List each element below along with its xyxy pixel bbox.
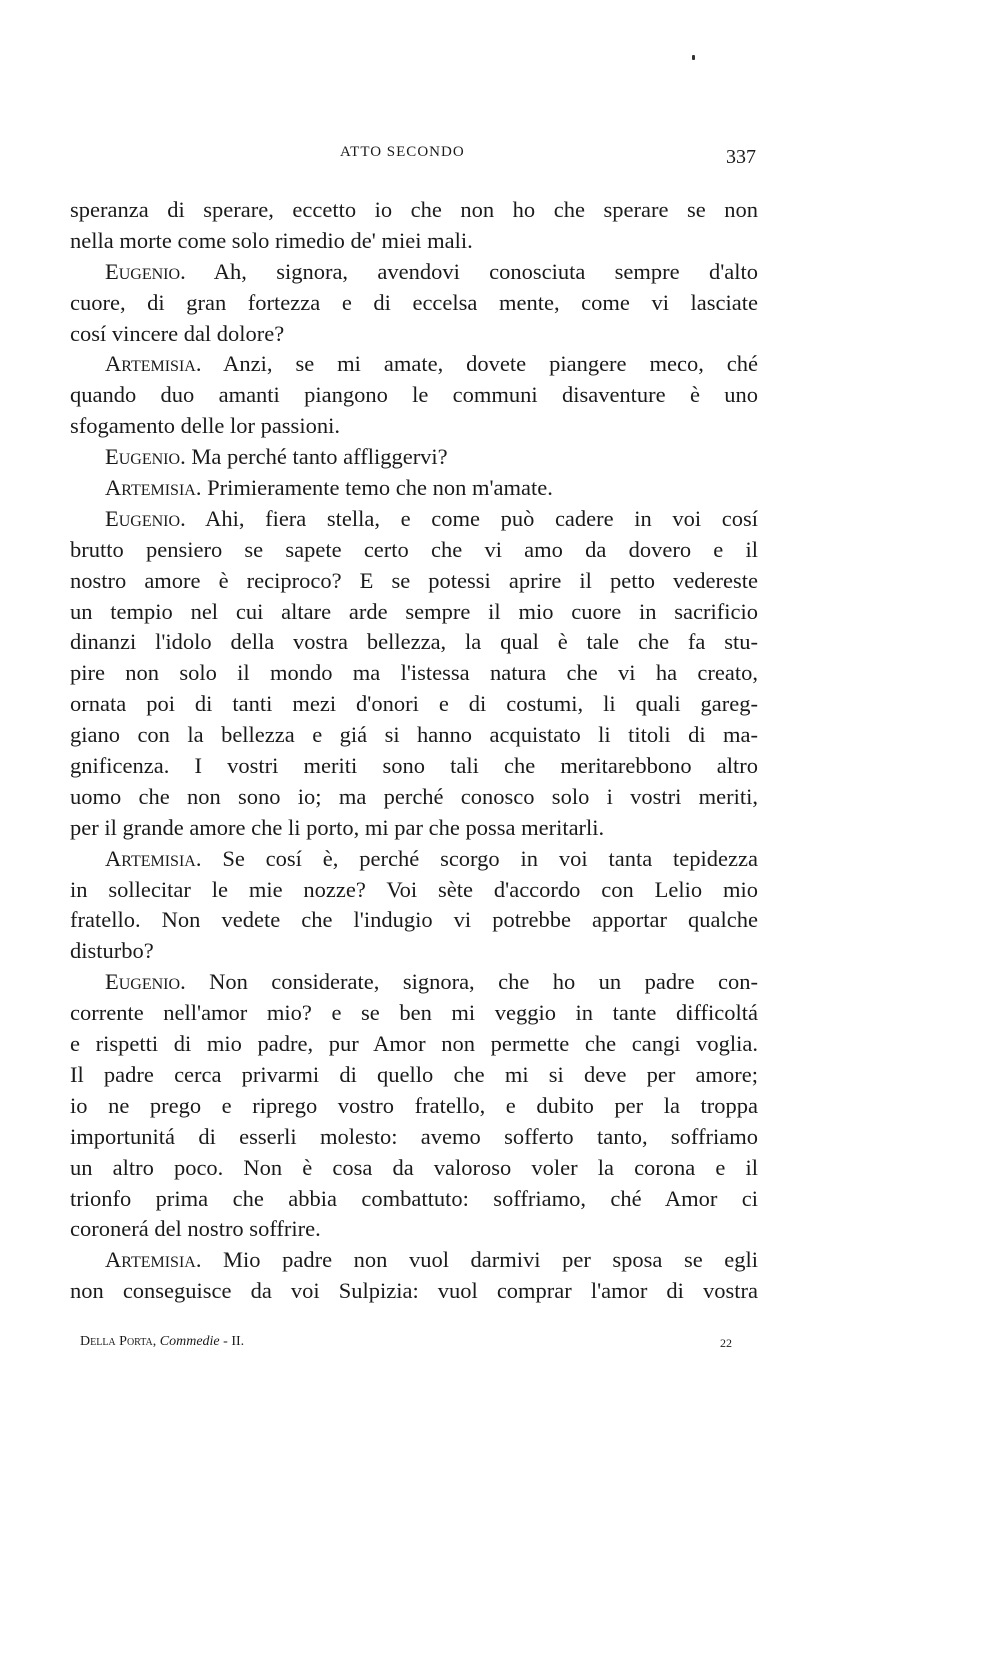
text-line (70, 875, 758, 906)
line-text: ornata poi di tanti mezi d'onori e di costumi, li quali gareg- (70, 691, 758, 717)
text-line (70, 936, 758, 967)
text-line (70, 473, 758, 504)
speaker-name: Artemisia. (105, 351, 202, 377)
line-text: pire non solo il mondo ma l'istessa natura che vi ha creato, (70, 660, 758, 686)
text-line (70, 844, 758, 875)
footer (80, 1334, 732, 1350)
text-line (70, 782, 758, 813)
line-text: Il padre cerca privarmi di quello che mi si deve per amore; (70, 1061, 758, 1087)
line-text: in sollecitar le mie nozze? Voi sète d'accordo con Lelio mio (70, 876, 758, 902)
line-text: Anzi, se mi amate, dovete piangere meco, ché (201, 351, 758, 377)
page-number: 337 (726, 146, 756, 168)
text-line (70, 226, 758, 257)
speaker-name: Eugenio. (105, 444, 186, 470)
text-line (70, 1214, 758, 1245)
text-line (70, 1060, 758, 1091)
line-text: giano con la bellezza e giá si hanno acquistato li titoli di ma- (70, 722, 758, 748)
line-text: quando duo amanti piangono le communi disaventure è uno (70, 382, 758, 408)
line-text: importunitá di esserli molesto: avemo sofferto tanto, soffriamo (70, 1123, 758, 1149)
text-line (70, 535, 758, 566)
scan-speck (692, 55, 695, 60)
line-text: io ne prego e riprego vostro fratello, e dubito per la troppa (70, 1092, 758, 1118)
line-text: Ah, signora, avendovi conosciuta sempre d'alto (185, 258, 758, 284)
line-text: e rispetti di mio padre, pur Amor non permette che cangi voglia. (70, 1031, 758, 1057)
text-line (70, 1184, 758, 1215)
speaker-name: Eugenio. (105, 258, 186, 284)
line-text: non conseguisce da voi Sulpizia: vuol comprar l'amor di vostra (70, 1278, 758, 1304)
text-line (70, 967, 758, 998)
speaker-name: Artemisia. (105, 1247, 202, 1273)
text-line (70, 813, 758, 844)
footer-author: Della Porta, (80, 1334, 157, 1349)
speaker-name: Eugenio. (105, 969, 186, 995)
line-text: coronerá del nostro soffrire. (70, 1216, 321, 1242)
text-line (70, 597, 758, 628)
line-text: Primieramente temo che non m'amate. (201, 475, 553, 501)
text-line (70, 998, 758, 1029)
text-line (70, 1091, 758, 1122)
line-text: fratello. Non vedete che l'indugio vi potrebbe apportar qualche (70, 907, 758, 933)
text-line (70, 288, 758, 319)
line-text: uomo che non sono io; ma perché conosco solo i vostri meriti, (70, 783, 758, 809)
text-line (70, 349, 758, 380)
line-text: per il grande amore che li porto, mi par che possa meritarli. (70, 814, 605, 840)
text-line (70, 319, 758, 350)
line-text: un altro poco. Non è cosa da valoroso voler la corona e il (70, 1154, 758, 1180)
text-line (70, 566, 758, 597)
line-text: corrente nell'amor mio? e se ben mi veggio in tante difficoltá (70, 1000, 758, 1026)
running-title: ATTO SECONDO (340, 144, 465, 160)
text-line (70, 905, 758, 936)
text-line (70, 689, 758, 720)
line-text: gnificenza. I vostri meriti sono tali che meritarebbono altro (70, 753, 758, 779)
speaker-name: Artemisia. (105, 475, 202, 501)
text-line (70, 195, 758, 226)
text-body (70, 195, 758, 1307)
text-line (70, 751, 758, 782)
line-text: speranza di sperare, eccetto io che non ho che sperare se non (70, 197, 758, 222)
footer-work: Commedie (159, 1334, 220, 1349)
text-line (70, 627, 758, 658)
text-line (70, 257, 758, 288)
line-text: trionfo prima che abbia combattuto: soffriamo, ché Amor ci (70, 1185, 758, 1211)
line-text: nella morte come solo rimedio de' miei mali. (70, 227, 473, 253)
speaker-name: Eugenio. (105, 505, 186, 531)
text-line (70, 1122, 758, 1153)
line-text: un tempio nel cui altare arde sempre il mio cuore in sacrificio (70, 598, 758, 624)
footer-volume: - II. (223, 1334, 245, 1349)
text-line (70, 658, 758, 689)
line-text: Se cosí è, perché scorgo in voi tanta tepidezza (201, 845, 758, 871)
line-text: nostro amore è reciproco? E se potessi aprire il petto vedereste (70, 567, 758, 593)
text-line (70, 1153, 758, 1184)
text-line (70, 411, 758, 442)
line-text: dinanzi l'idolo della vostra bellezza, la qual è tale che fa stu- (70, 629, 758, 655)
text-line (70, 380, 758, 411)
line-text: cuore, di gran fortezza e di eccelsa mente, come vi lasciate (70, 289, 758, 315)
text-line (70, 442, 758, 473)
line-text: sfogamento delle lor passioni. (70, 413, 340, 439)
line-text: Non considerate, signora, che ho un padre con- (185, 969, 758, 995)
speaker-name: Artemisia. (105, 845, 202, 871)
line-text: brutto pensiero se sapete certo che vi amo da dovero e il (70, 536, 758, 562)
text-line (70, 504, 758, 535)
text-line (70, 720, 758, 751)
text-line (70, 1029, 758, 1060)
line-text: disturbo? (70, 938, 154, 964)
line-text: Ahi, fiera stella, e come può cadere in voi cosí (185, 505, 758, 531)
line-text: Ma perché tanto affliggervi? (185, 444, 448, 470)
text-line (70, 1245, 758, 1276)
line-text: Mio padre non vuol darmivi per sposa se egli (201, 1247, 758, 1273)
signature-mark: 22 (720, 1336, 732, 1350)
text-line (70, 1276, 758, 1307)
line-text: cosí vincere dal dolore? (70, 320, 285, 346)
